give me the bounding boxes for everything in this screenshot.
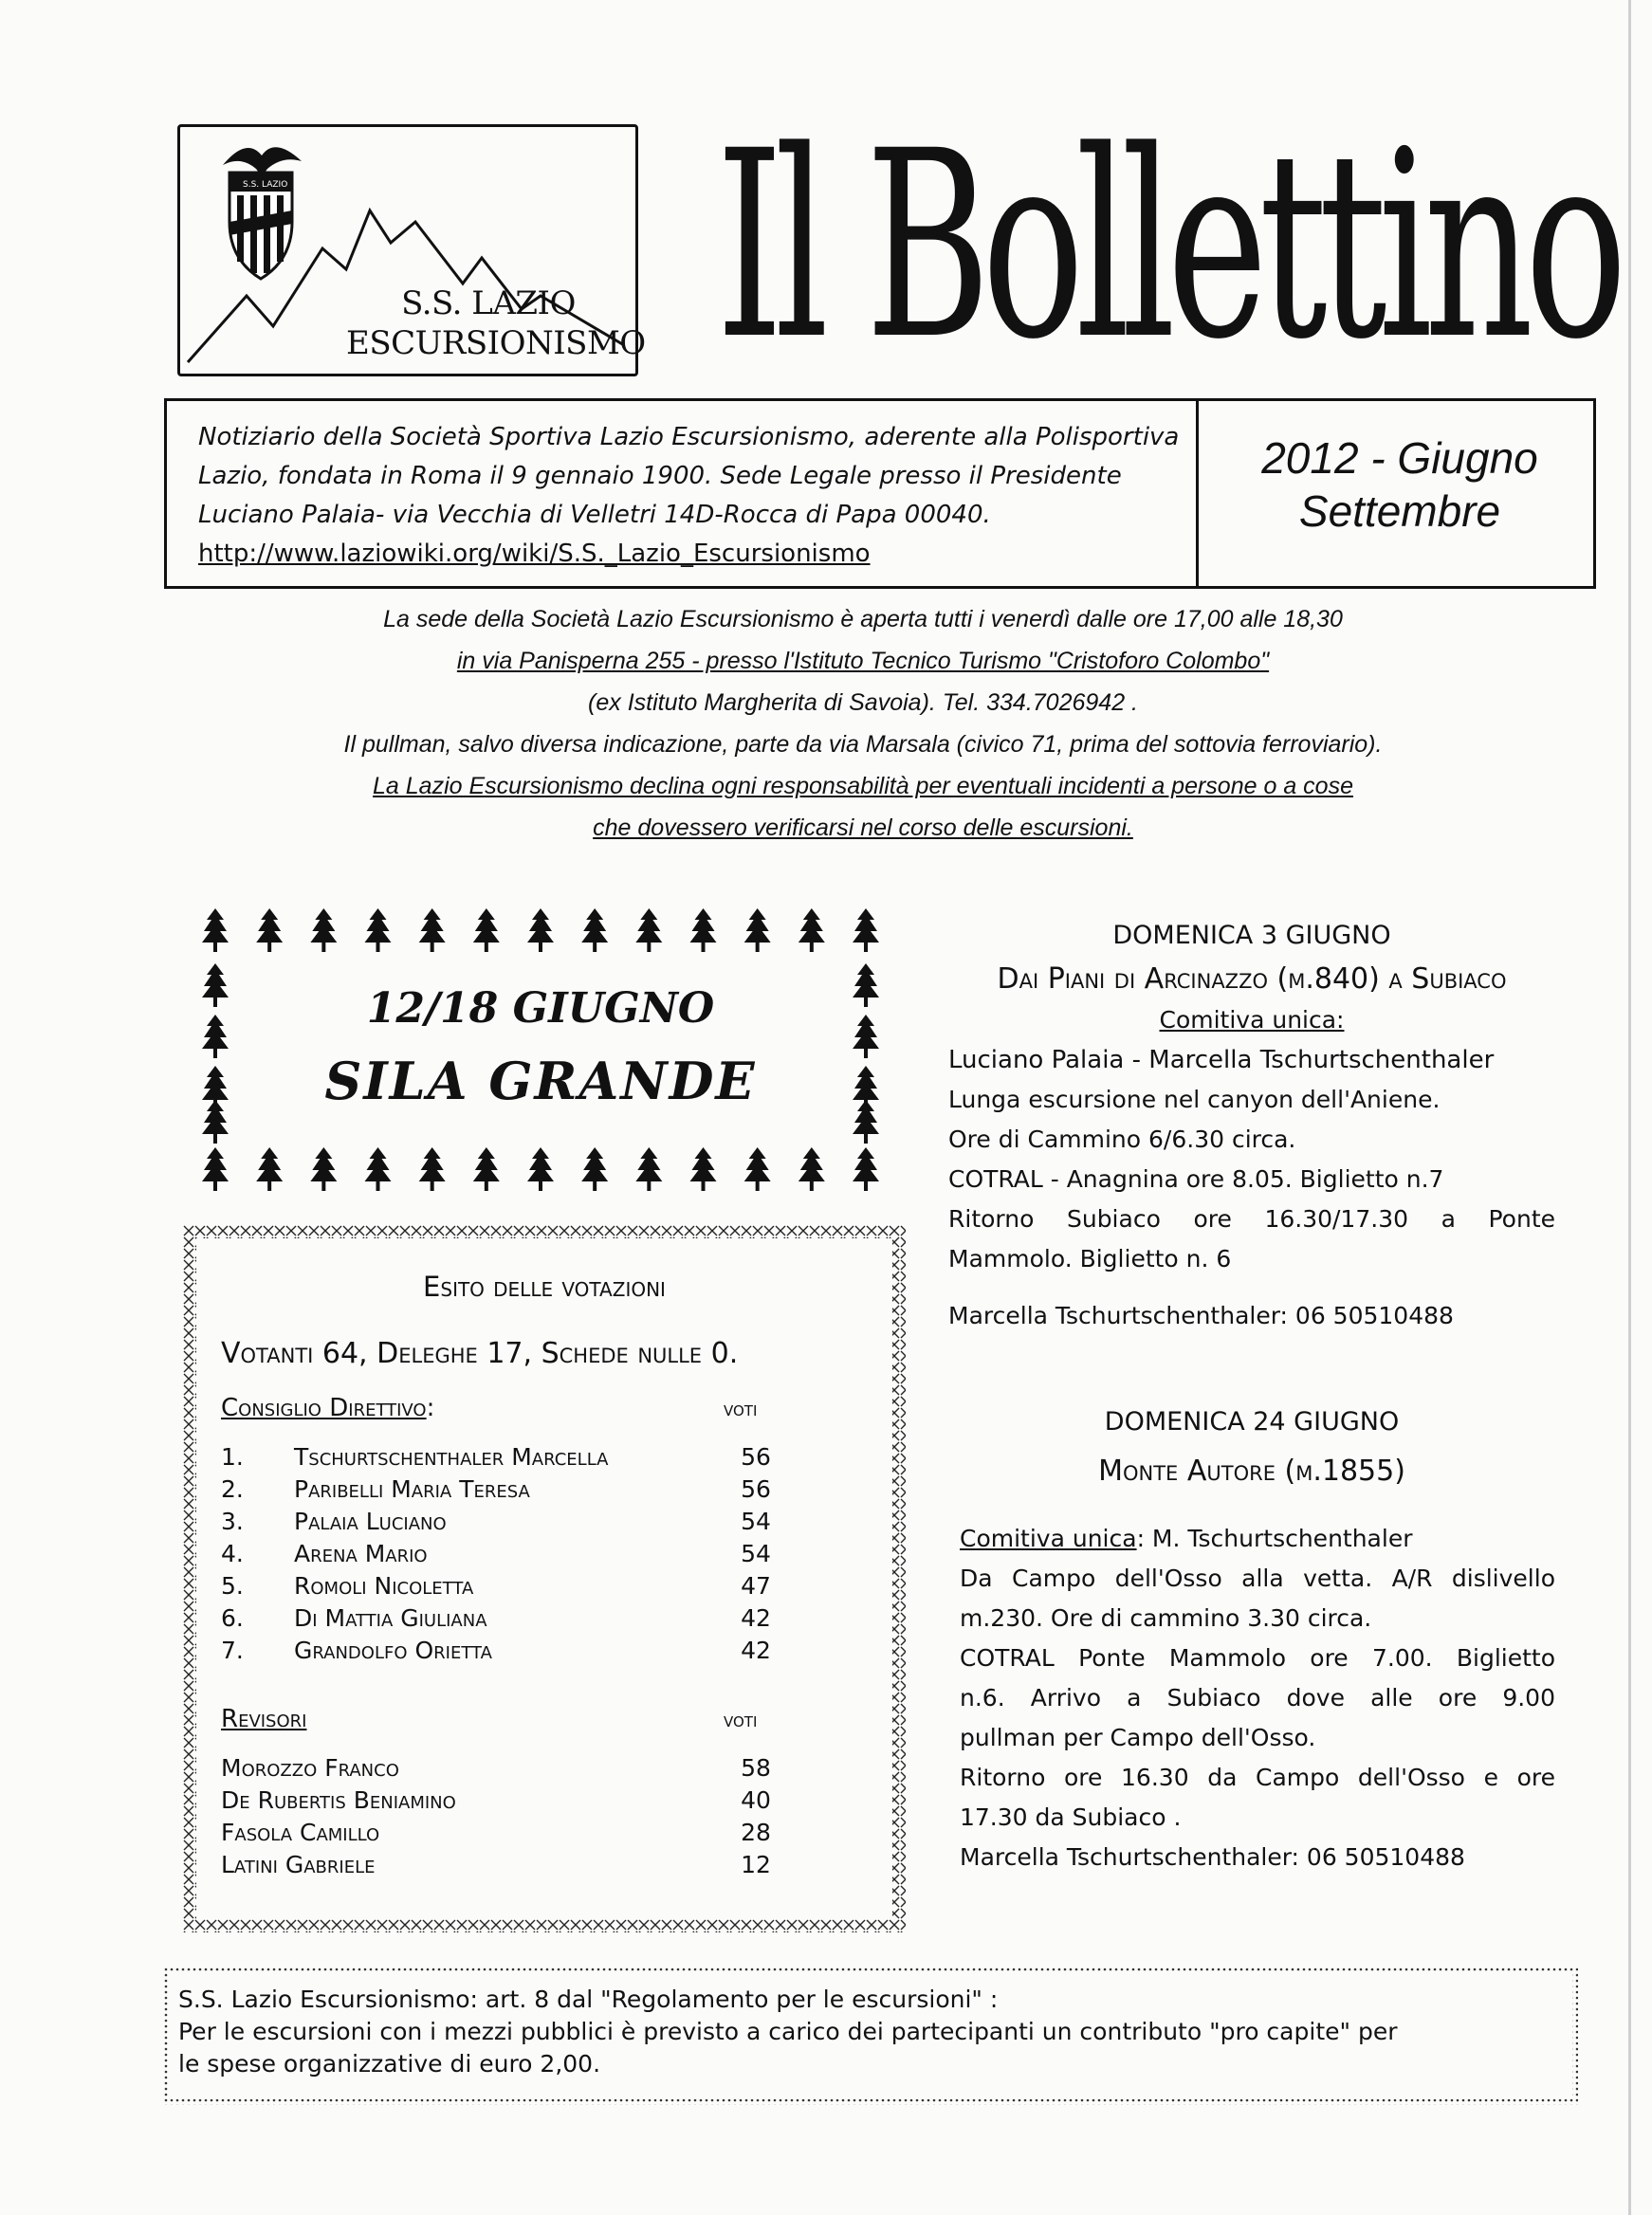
pine-tree-icon: [635, 908, 662, 952]
candidate-name: Grandolfo Orietta: [294, 1637, 492, 1664]
event-detail: Ritorno ore 16.30 da Campo dell'Osso e ore: [960, 1764, 1555, 1791]
pine-tree-icon: [365, 908, 392, 952]
event-detail: Ritorno Subiaco ore 16.30/17.30 a Ponte: [948, 1205, 1555, 1233]
pine-tree-icon: [581, 908, 608, 952]
tree-border: [194, 901, 887, 1195]
vote-count: 40: [741, 1786, 771, 1814]
club-logo: [177, 124, 646, 376]
sila-announcement: [194, 901, 887, 1195]
regulation-note: [163, 1967, 1578, 2105]
pine-tree-icon: [853, 908, 879, 952]
notice-line: in via Panisperna 255 - presso l'Istituto Tecnico Turismo "Cristoforo Colombo": [456, 648, 1270, 674]
info-description-text: Notiziario della Società Sportiva Lazio Escursionismo, aderente alla Polisportiva Lazio, fondata in Roma il 9 gennaio 1900. Sede Legale presso il Presidente Luciano Palaia- via Vecchia di Velletri 14D-Rocca di Papa 00040.: [198, 423, 1180, 529]
event-contact: Marcella Tschurtschenthaler: 06 50510488: [948, 1302, 1454, 1329]
pine-tree-icon: [310, 1147, 337, 1191]
event-group: [960, 1525, 1567, 1552]
board-row: [221, 1506, 875, 1538]
votes-column-label: voti: [724, 1398, 758, 1421]
club-name-line2: ESCURSIONISMO: [346, 324, 646, 362]
event-leaders: Luciano Palaia - Marcella Tschurtschenthaler: [948, 1046, 1495, 1074]
auditor-row: [221, 1785, 875, 1817]
auditor-row: [221, 1817, 875, 1849]
vote-count: 42: [741, 1604, 771, 1632]
vote-count: 54: [741, 1540, 771, 1567]
event-route: Monte Autore (m.1855): [1098, 1455, 1405, 1488]
candidate-name: Tschurtschenthaler Marcella: [294, 1443, 609, 1471]
issue-date-line1: 2012 - Giugno: [1261, 433, 1538, 483]
auditors-header: [221, 1705, 758, 1733]
auditor-name: Fasola Camillo: [221, 1819, 380, 1846]
election-results: [183, 1225, 906, 1932]
board-row: [221, 1538, 875, 1570]
event-detail: Da Campo dell'Osso alla vetta. A/R dislivello: [960, 1565, 1555, 1592]
pine-tree-icon: [744, 908, 771, 952]
pine-tree-icon: [853, 1147, 879, 1191]
regulation-text: [178, 1984, 1563, 2080]
pine-tree-icon: [690, 1147, 717, 1191]
auditor-name: Morozzo Franco: [221, 1754, 399, 1782]
board-label: Consiglio Direttivo: [221, 1394, 427, 1422]
candidate-name: Romoli Nicoletta: [294, 1572, 474, 1600]
pine-tree-icon: [581, 1147, 608, 1191]
issue-date-line2: Settembre: [1298, 486, 1501, 536]
pine-tree-icon: [256, 1147, 283, 1191]
results-title: Esito delle votazioni: [423, 1271, 666, 1303]
event-contact: Marcella Tschurtschenthaler: 06 50510488: [960, 1843, 1465, 1871]
scan-edge: [1628, 0, 1631, 2215]
row-number: 1.: [221, 1443, 244, 1471]
pine-tree-icon: [473, 908, 500, 952]
pine-tree-icon: [744, 1147, 771, 1191]
event-day: DOMENICA 24 GIUGNO: [1104, 1407, 1400, 1437]
row-number: 2.: [221, 1475, 244, 1503]
board-colon: :: [426, 1394, 435, 1422]
row-number: 3.: [221, 1508, 244, 1535]
notice-line: Il pullman, salvo diversa indicazione, parte da via Marsala (civico 71, prima del sottovia ferroviario).: [343, 731, 1383, 758]
auditor-row: [221, 1849, 875, 1881]
event-detail: n.6. Arrivo a Subiaco dove alle ore 9.00: [960, 1684, 1555, 1712]
vote-count: 42: [741, 1637, 771, 1664]
candidate-name: Paribelli Maria Teresa: [294, 1475, 530, 1503]
sila-place: SILA GRANDE: [324, 1051, 757, 1111]
auditor-name: Latini Gabriele: [221, 1851, 376, 1878]
regulation-line: S.S. Lazio Escursionismo: art. 8 dal "Regolamento per le escursioni" :: [178, 1986, 999, 2013]
event-detail: pullman per Campo dell'Osso.: [960, 1724, 1316, 1751]
club-name-line1: S.S. LAZIO: [401, 284, 576, 322]
regulation-line: le spese organizzative di euro 2,00.: [178, 2050, 601, 2078]
pine-tree-icon: [527, 908, 554, 952]
notice-line: (ex Istituto Margherita di Savoia). Tel. 334.7026942 .: [588, 689, 1138, 716]
pine-tree-icon: [635, 1147, 662, 1191]
info-description-cell: [167, 401, 1199, 586]
vote-count: 56: [741, 1475, 771, 1503]
masthead-title: Il Bollettino: [716, 97, 1619, 396]
notice-line: La sede della Società Lazio Escursionismo è aperta tutti i venerdì dalle ore 17,00 alle 18,30: [383, 606, 1343, 632]
event-group-label: Comitiva unica: [960, 1525, 1137, 1552]
info-box: [164, 398, 1596, 589]
pine-tree-icon: [798, 1147, 825, 1191]
pine-tree-icon: [256, 908, 283, 952]
auditor-row: [221, 1752, 875, 1785]
pine-tree-icon: [202, 1147, 229, 1191]
website-link[interactable]: http://www.laziowiki.org/wiki/S.S._Lazio_Escursionismo: [198, 540, 871, 568]
board-row: [221, 1602, 875, 1635]
candidate-name: Arena Mario: [294, 1540, 428, 1567]
vote-count: 28: [741, 1819, 771, 1846]
notice-line: La Lazio Escursionismo declina ogni responsabilità per eventuali incidenti a persone o a cose: [373, 773, 1353, 799]
pine-tree-icon: [473, 1147, 500, 1191]
board-row: [221, 1474, 875, 1506]
pine-tree-icon: [202, 908, 229, 952]
info-description: [198, 418, 1184, 574]
vote-count: 56: [741, 1443, 771, 1471]
crest-icon: [223, 147, 302, 279]
auditors-label: Revisori: [221, 1705, 307, 1733]
candidate-name: Palaia Luciano: [294, 1508, 447, 1535]
pine-tree-icon: [310, 908, 337, 952]
pine-tree-icon: [798, 908, 825, 952]
event-detail: COTRAL Ponte Mammolo ore 7.00. Biglietto: [960, 1644, 1555, 1672]
svg-text:S.S. LAZIO: S.S. LAZIO: [243, 180, 288, 190]
row-number: 6.: [221, 1604, 244, 1632]
event-route: Dai Piani di Arcinazzo (m.840) a Subiaco: [997, 962, 1507, 996]
event-june-24: [948, 1401, 1555, 1895]
board-row: [221, 1635, 875, 1667]
pine-tree-icon: [419, 908, 446, 952]
regulation-line: Per le escursioni con i mezzi pubblici è previsto a carico dei partecipanti un contributo "pro capite" per: [178, 2018, 1398, 2045]
vote-count: 47: [741, 1572, 771, 1600]
votes-column-label: voti: [724, 1709, 758, 1732]
vote-count: 54: [741, 1508, 771, 1535]
row-number: 7.: [221, 1637, 244, 1664]
pine-tree-icon: [365, 1147, 392, 1191]
board-row: [221, 1570, 875, 1602]
event-detail: Mammolo. Biglietto n. 6: [948, 1245, 1232, 1272]
event-day: DOMENICA 3 GIUGNO: [1112, 921, 1391, 950]
event-june-3: [948, 915, 1555, 1342]
vote-count: 58: [741, 1754, 771, 1782]
row-number: 4.: [221, 1540, 244, 1567]
club-name: [346, 284, 646, 363]
event-detail: COTRAL - Anagnina ore 8.05. Biglietto n.7: [948, 1165, 1444, 1193]
issue-date: [1210, 431, 1589, 538]
pine-tree-icon: [527, 1147, 554, 1191]
event-detail: Lunga escursione nel canyon dell'Aniene.: [948, 1086, 1441, 1113]
board-header: [221, 1394, 758, 1422]
event-detail: Ore di Cammino 6/6.30 circa.: [948, 1126, 1296, 1153]
event-group-leader: : M. Tschurtschenthaler: [1136, 1525, 1413, 1552]
board-row: [221, 1441, 875, 1474]
row-number: 5.: [221, 1572, 244, 1600]
results-summary: Votanti 64, Deleghe 17, Schede nulle 0.: [221, 1337, 739, 1370]
candidate-name: Di Mattia Giuliana: [294, 1604, 487, 1632]
pine-tree-icon: [690, 908, 717, 952]
vote-count: 12: [741, 1851, 771, 1878]
event-detail: 17.30 da Subiaco .: [960, 1803, 1182, 1831]
event-detail: m.230. Ore di cammino 3.30 circa.: [960, 1604, 1372, 1632]
sila-dates: 12/18 GIUGNO: [366, 984, 715, 1033]
event-group-label: Comitiva unica:: [1159, 1006, 1345, 1034]
pine-tree-icon: [419, 1147, 446, 1191]
notice-line: che dovessero verificarsi nel corso delle escursioni.: [593, 815, 1133, 841]
auditor-name: De Rubertis Beniamino: [221, 1786, 456, 1814]
